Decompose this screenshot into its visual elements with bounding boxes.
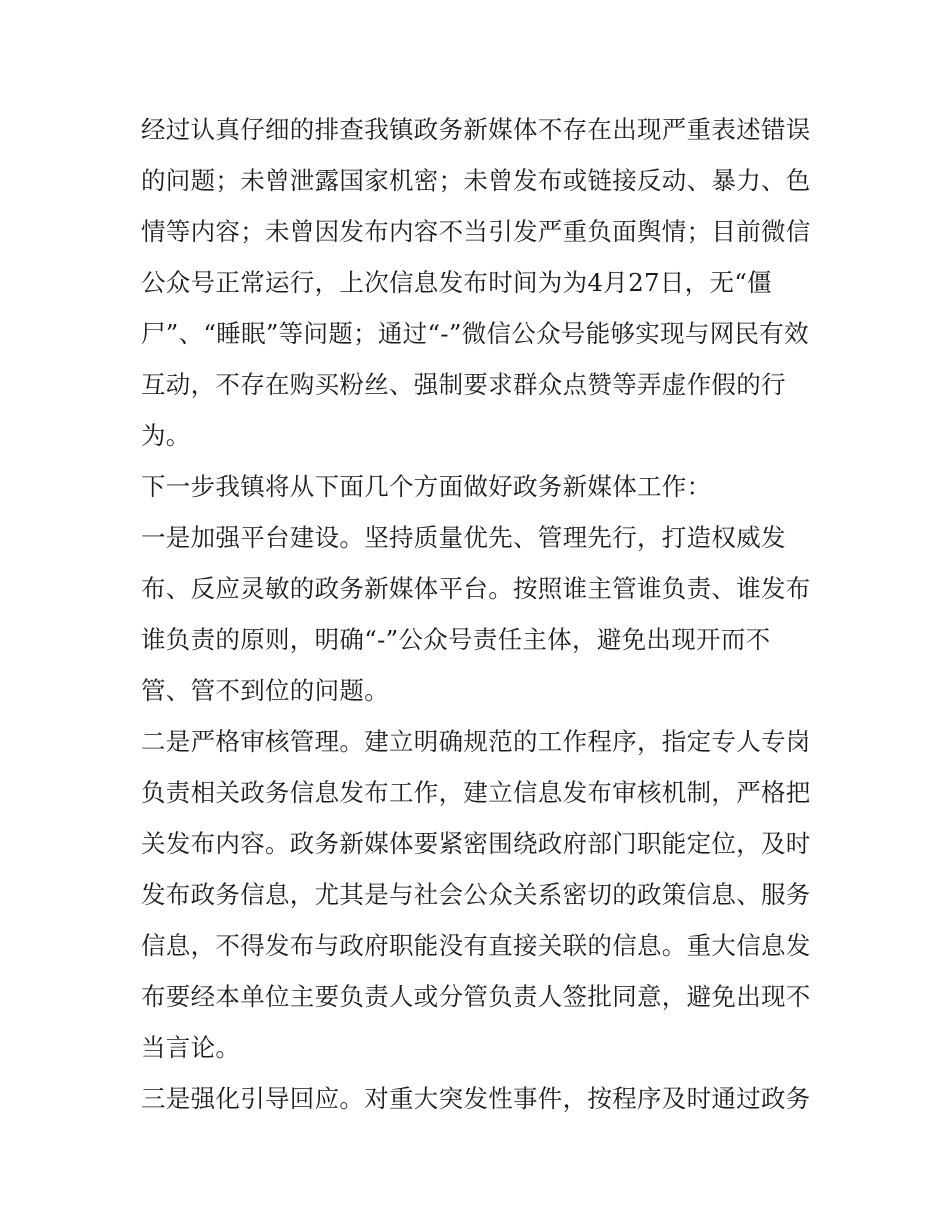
- document-body: [141, 104, 821, 1124]
- text-line: 当言论。: [141, 1033, 241, 1062]
- text-line: 信息，不得发布与政府职能没有直接关联的信息。重大信息发: [141, 931, 811, 960]
- text-line: 三是强化引导回应。对重大突发性事件，按程序及时通过政务: [141, 1084, 811, 1113]
- text-line: 谁负责的原则，明确“-”公众号责任主体，避免出现开而不: [141, 625, 771, 654]
- text-line: 一是加强平台建设。坚持质量优先、管理先行，打造权威发: [141, 523, 786, 552]
- text-line: 经过认真仔细的排查我镇政务新媒体不存在出现严重表述错误: [141, 115, 811, 144]
- text-line: 互动，不存在购买粉丝、强制要求群众点赞等弄虚作假的行: [141, 370, 786, 399]
- text-line: 布要经本单位主要负责人或分管负责人签批同意，避免出现不: [141, 982, 811, 1011]
- text-line: 下一步我镇将从下面几个方面做好政务新媒体工作：: [141, 472, 712, 501]
- text-line: 为。: [141, 421, 191, 450]
- text-line: 二是严格审核管理。建立明确规范的工作程序，指定专人专岗: [141, 727, 811, 756]
- text-line: 布、反应灵敏的政务新媒体平台。按照谁主管谁负责、谁发布: [141, 574, 811, 603]
- text-line: 尸”、“睡眠”等问题；通过“-”微信公众号能够实现与网民有效: [141, 319, 809, 348]
- text-line: 情等内容；未曾因发布内容不当引发严重负面舆情；目前微信: [141, 217, 811, 246]
- text-line: 负责相关政务信息发布工作，建立信息发布审核机制，严格把: [141, 778, 811, 807]
- text-line: 发布政务信息，尤其是与社会公众关系密切的政策信息、服务: [141, 880, 811, 909]
- text-line: 公众号正常运行，上次信息发布时间为为4月27日，无“僵: [141, 268, 772, 297]
- text-line: 的问题；未曾泄露国家机密；未曾发布或链接反动、暴力、色: [141, 166, 811, 195]
- text-line: 关发布内容。政务新媒体要紧密围绕政府部门职能定位，及时: [141, 829, 811, 858]
- text-line: 管、管不到位的问题。: [141, 676, 389, 705]
